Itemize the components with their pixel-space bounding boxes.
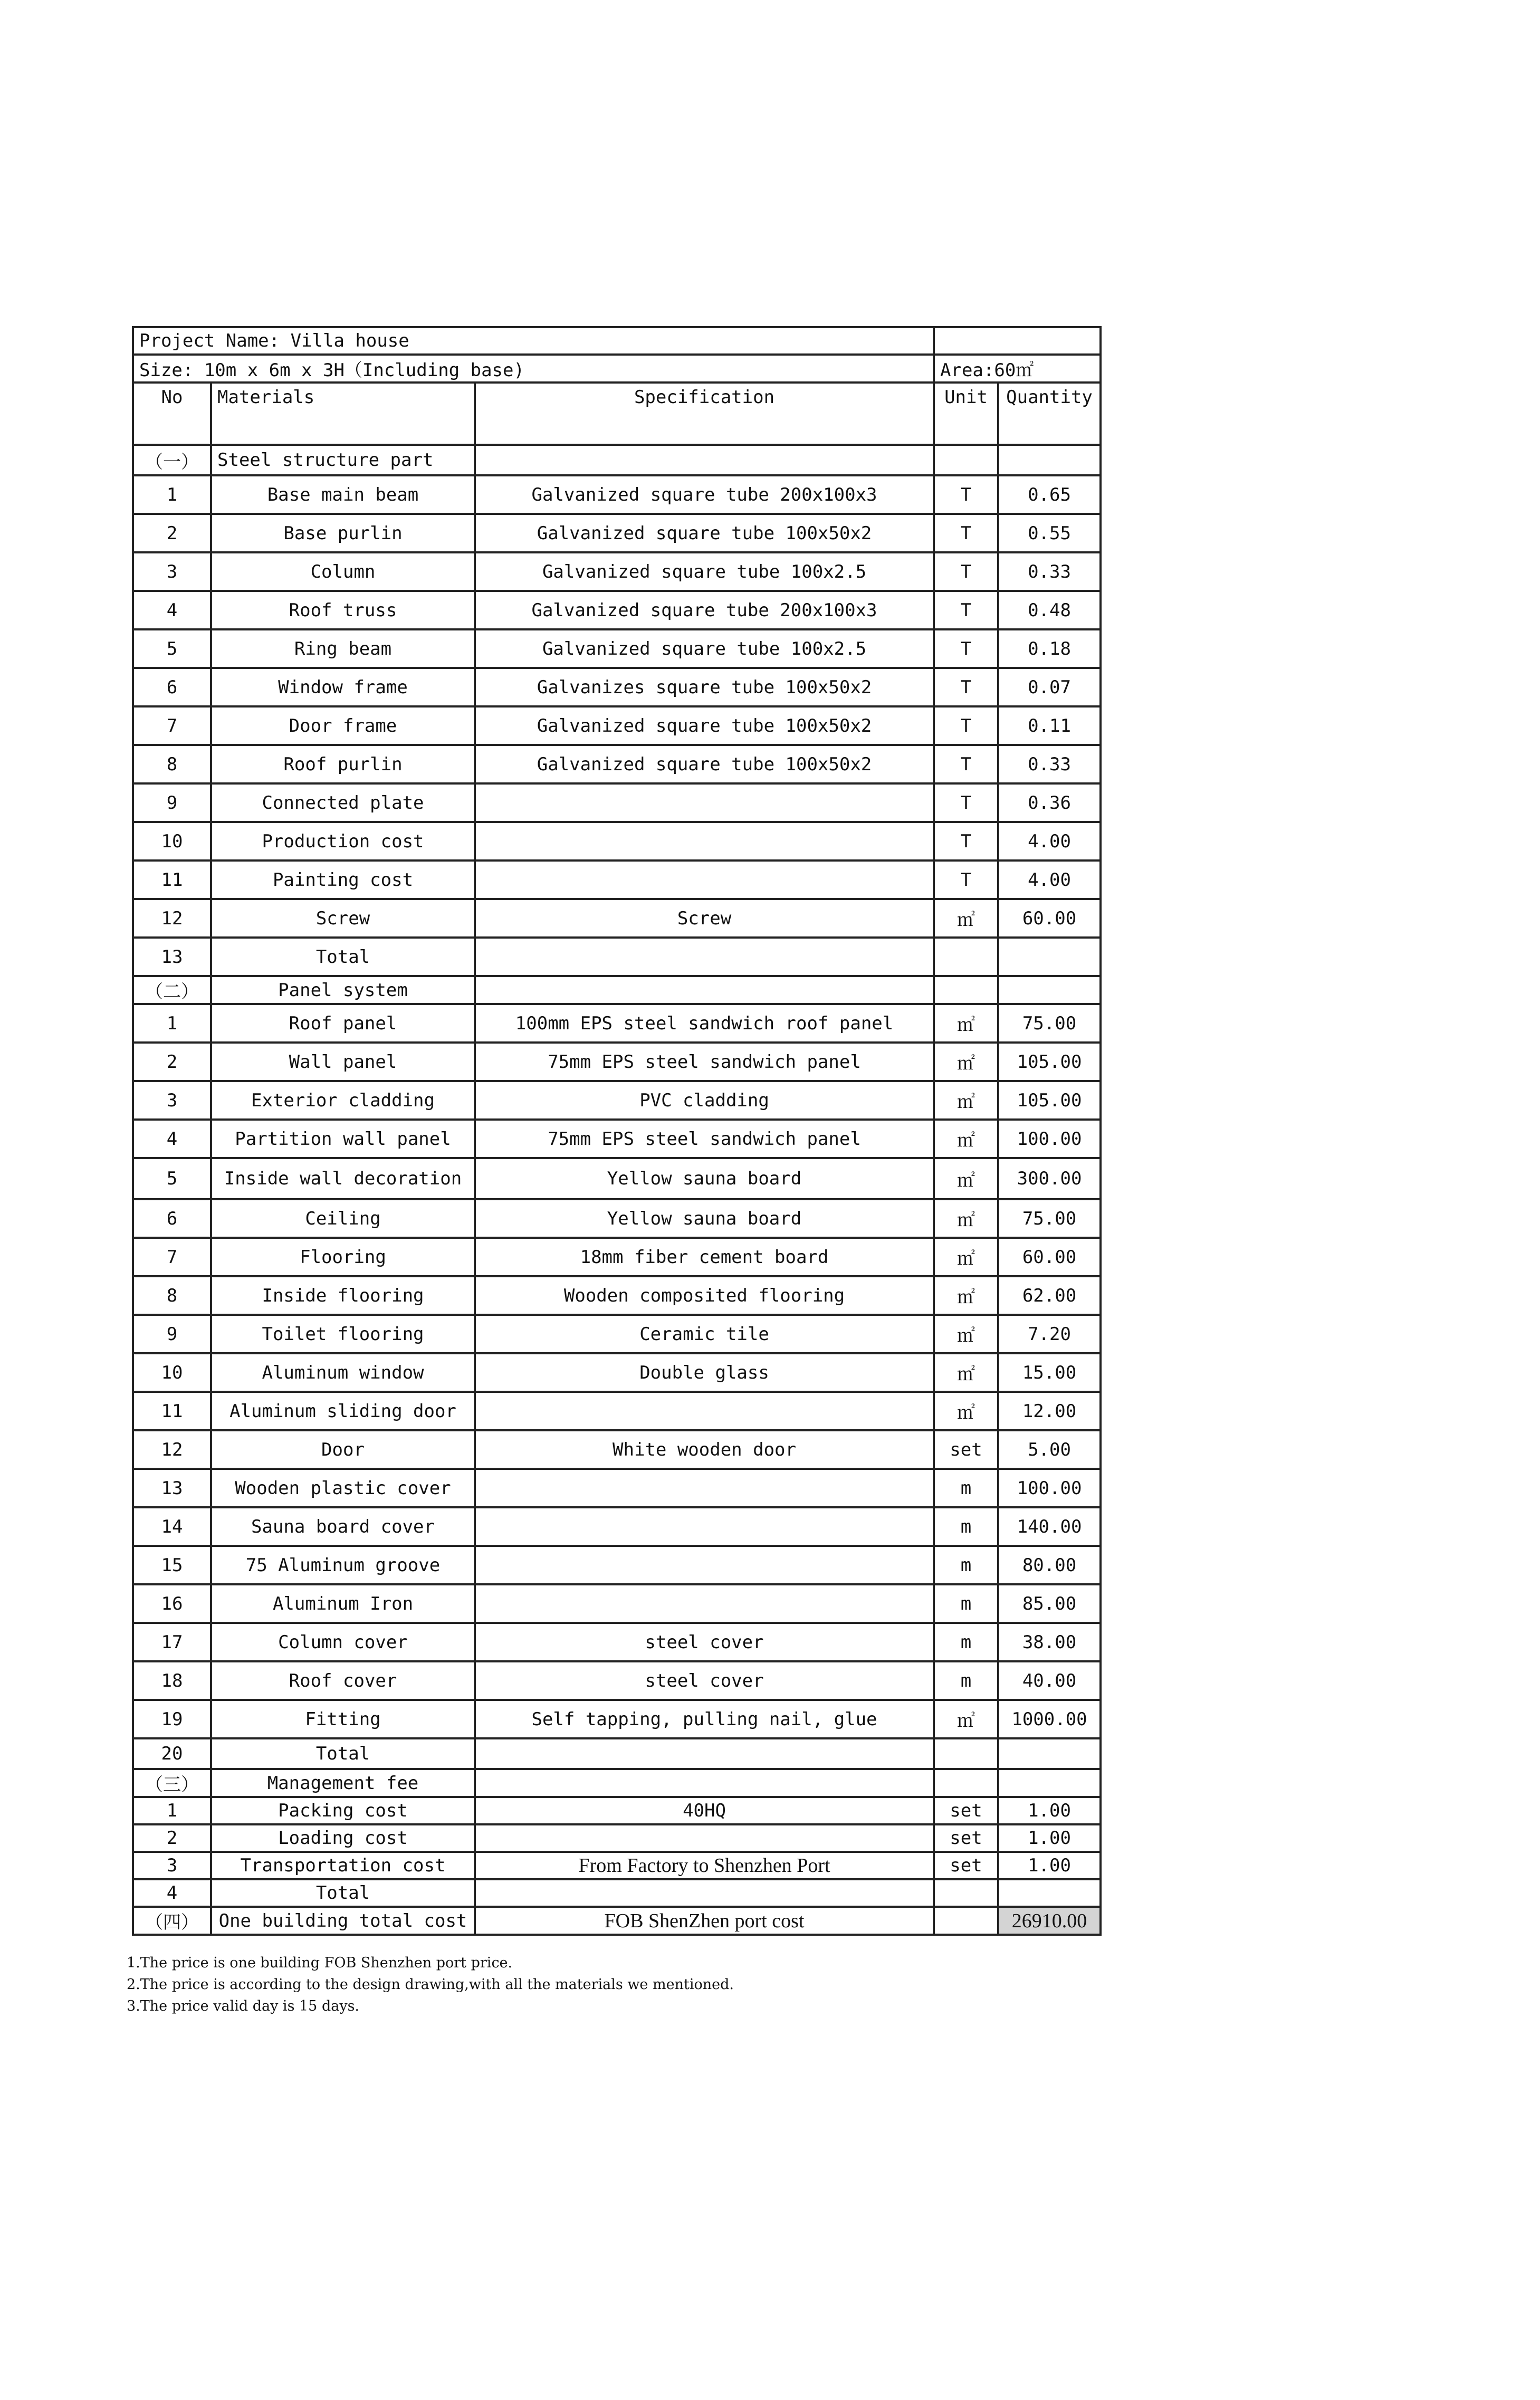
cell-spec: Galvanized square tube 100x50x2: [475, 706, 934, 745]
cell-unit: ㎡: [934, 1199, 998, 1238]
table-row: [133, 1120, 1101, 1158]
section-title-row: [133, 976, 1101, 1004]
cell-qty: 0.11: [998, 706, 1101, 745]
cell-material: Roof panel: [211, 1004, 475, 1043]
cell-unit: T: [934, 860, 998, 899]
cell-qty: 75.00: [998, 1004, 1101, 1043]
header-materials: Materials: [211, 383, 475, 445]
cell-no: 4: [133, 1120, 211, 1158]
cell-no: 4: [133, 591, 211, 629]
table-row: [133, 1584, 1101, 1623]
cell-spec: Galvanized square tube 100x2.5: [475, 552, 934, 591]
cell-unit: m: [934, 1546, 998, 1584]
grand-total-spec: FOB ShenZhen port cost: [475, 1907, 934, 1935]
cell-material: Loading cost: [211, 1824, 475, 1852]
cell-spec: Galvanized square tube 100x50x2: [475, 514, 934, 552]
cell-unit: ㎡: [934, 1043, 998, 1081]
cell-no: 6: [133, 668, 211, 706]
cell-spec: 75mm EPS steel sandwich panel: [475, 1043, 934, 1081]
cell-material: Inside wall decoration: [211, 1158, 475, 1199]
notes: [127, 1952, 734, 2017]
cell-spec: Galvanized square tube 200x100x3: [475, 475, 934, 514]
table-row: [133, 1392, 1101, 1430]
cell-qty: 0.33: [998, 552, 1101, 591]
cell-material: Inside flooring: [211, 1276, 475, 1315]
table-row: [133, 745, 1101, 783]
cell-qty: 5.00: [998, 1430, 1101, 1469]
cell-unit: m: [934, 1507, 998, 1546]
table-row: [133, 1081, 1101, 1120]
cell-material: Base main beam: [211, 475, 475, 514]
cell-qty: 0.07: [998, 668, 1101, 706]
cell-qty: 0.33: [998, 745, 1101, 783]
cell-qty: [998, 938, 1101, 976]
table-row: [133, 1158, 1101, 1199]
cell-no: 12: [133, 899, 211, 938]
table-row: [133, 860, 1101, 899]
cell-unit: ㎡: [934, 1158, 998, 1199]
cell-unit: ㎡: [934, 1353, 998, 1392]
grand-total-unit: [934, 1907, 998, 1935]
project-name: Project Name: Villa house: [133, 327, 934, 355]
cell-no: 15: [133, 1546, 211, 1584]
cell-no: 4: [133, 1879, 211, 1907]
cell-qty: [998, 445, 1101, 475]
table-row: [133, 514, 1101, 552]
cell-qty: 1000.00: [998, 1700, 1101, 1738]
table-row: [133, 899, 1101, 938]
cell-spec: [475, 1879, 934, 1907]
cell-qty: 75.00: [998, 1199, 1101, 1238]
cell-qty: [998, 1879, 1101, 1907]
grand-total-label: One building total cost: [211, 1907, 475, 1935]
cell-no: 1: [133, 1004, 211, 1043]
cell-spec: Double glass: [475, 1353, 934, 1392]
grand-total-number: （四）: [133, 1907, 211, 1935]
cell-unit: [934, 1879, 998, 1907]
cell-spec: Screw: [475, 899, 934, 938]
table-row: [133, 1315, 1101, 1353]
cell-spec: [475, 860, 934, 899]
cell-material: Partition wall panel: [211, 1120, 475, 1158]
cell-material: Wooden plastic cover: [211, 1469, 475, 1507]
cell-unit: [934, 938, 998, 976]
cell-no: 2: [133, 1043, 211, 1081]
cell-qty: 38.00: [998, 1623, 1101, 1661]
cell-spec: [475, 1824, 934, 1852]
cell-unit: ㎡: [934, 1004, 998, 1043]
cell-material: Wall panel: [211, 1043, 475, 1081]
table-row: [133, 783, 1101, 822]
cell-material: Column: [211, 552, 475, 591]
cell-material: Door: [211, 1430, 475, 1469]
cell-unit: ㎡: [934, 1700, 998, 1738]
cell-spec: Yellow sauna board: [475, 1158, 934, 1199]
note: 1.The price is one building FOB Shenzhen port price.: [127, 1955, 513, 1971]
cell-material: Aluminum window: [211, 1353, 475, 1392]
cell-unit: T: [934, 745, 998, 783]
cell-spec: PVC cladding: [475, 1081, 934, 1120]
cell-unit: ㎡: [934, 1081, 998, 1120]
project-name-row: [133, 327, 1101, 355]
cell-unit: set: [934, 1852, 998, 1879]
cell-qty: 140.00: [998, 1507, 1101, 1546]
cell-spec: [475, 1584, 934, 1623]
cell-material: Window frame: [211, 668, 475, 706]
section-title: Management fee: [211, 1769, 475, 1797]
cell-no: 19: [133, 1700, 211, 1738]
cell-unit: set: [934, 1797, 998, 1824]
cell-no: 13: [133, 1469, 211, 1507]
table-row: [133, 1797, 1101, 1824]
cell-spec: Galvanized square tube 100x2.5: [475, 629, 934, 668]
table-row: [133, 1623, 1101, 1661]
cell-material: Total: [211, 938, 475, 976]
section-number: （三）: [133, 1769, 211, 1797]
cell-qty: 40.00: [998, 1661, 1101, 1700]
cell-unit: ㎡: [934, 1120, 998, 1158]
header-no: No: [133, 383, 211, 445]
cell-unit: m: [934, 1661, 998, 1700]
header-specification: Specification: [475, 383, 934, 445]
cell-material: Door frame: [211, 706, 475, 745]
cell-spec: [475, 1507, 934, 1546]
cell-material: Painting cost: [211, 860, 475, 899]
header-unit: Unit: [934, 383, 998, 445]
cell-unit: m: [934, 1584, 998, 1623]
cell-no: 17: [133, 1623, 211, 1661]
cell-unit: ㎡: [934, 1238, 998, 1276]
cell-spec: From Factory to Shenzhen Port: [475, 1852, 934, 1879]
project-name-blank: [934, 327, 1101, 355]
cell-spec: [475, 1546, 934, 1584]
cell-material: Base purlin: [211, 514, 475, 552]
table-row: [133, 1004, 1101, 1043]
cell-spec: [475, 938, 934, 976]
cell-material: Aluminum sliding door: [211, 1392, 475, 1430]
grand-total-value: 26910.00: [998, 1907, 1101, 1935]
cell-unit: T: [934, 783, 998, 822]
cell-material: Roof purlin: [211, 745, 475, 783]
table-row: [133, 1700, 1101, 1738]
cell-unit: T: [934, 822, 998, 860]
cell-unit: T: [934, 668, 998, 706]
cell-unit: [934, 976, 998, 1004]
project-size: Size: 10m x 6m x 3H（Including base): [133, 355, 934, 383]
table-row: [133, 706, 1101, 745]
cell-unit: set: [934, 1824, 998, 1852]
cell-material: Total: [211, 1879, 475, 1907]
cell-spec: [475, 976, 934, 1004]
cell-material: Packing cost: [211, 1797, 475, 1824]
cell-unit: m: [934, 1623, 998, 1661]
table-row: [133, 1661, 1101, 1700]
cell-unit: [934, 1769, 998, 1797]
cell-spec: [475, 1392, 934, 1430]
cell-qty: 300.00: [998, 1158, 1101, 1199]
cell-no: 14: [133, 1507, 211, 1546]
section-title-row: [133, 445, 1101, 475]
cell-no: 1: [133, 1797, 211, 1824]
cell-material: Total: [211, 1738, 475, 1769]
table-row: [133, 552, 1101, 591]
quotation-table-body: [133, 327, 1101, 1935]
cell-unit: set: [934, 1430, 998, 1469]
cell-qty: 0.48: [998, 591, 1101, 629]
cell-qty: 105.00: [998, 1081, 1101, 1120]
cell-spec: [475, 783, 934, 822]
cell-unit: m: [934, 1469, 998, 1507]
section-number: （一）: [133, 445, 211, 475]
cell-qty: 12.00: [998, 1392, 1101, 1430]
cell-qty: 105.00: [998, 1043, 1101, 1081]
cell-spec: [475, 822, 934, 860]
cell-no: 7: [133, 706, 211, 745]
note: 3.The price valid day is 15 days.: [127, 1998, 360, 2014]
cell-qty: 0.18: [998, 629, 1101, 668]
cell-qty: 0.55: [998, 514, 1101, 552]
cell-no: 2: [133, 514, 211, 552]
cell-qty: 0.65: [998, 475, 1101, 514]
cell-spec: Galvanized square tube 200x100x3: [475, 591, 934, 629]
cell-material: Flooring: [211, 1238, 475, 1276]
table-row: [133, 1546, 1101, 1584]
cell-spec: White wooden door: [475, 1430, 934, 1469]
cell-qty: 1.00: [998, 1824, 1101, 1852]
cell-unit: T: [934, 475, 998, 514]
cell-qty: 7.20: [998, 1315, 1101, 1353]
cell-no: 11: [133, 860, 211, 899]
cell-spec: 100mm EPS steel sandwich roof panel: [475, 1004, 934, 1043]
table-row: [133, 1507, 1101, 1546]
cell-spec: 18mm fiber cement board: [475, 1238, 934, 1276]
table-row: [133, 1879, 1101, 1907]
header-quantity: Quantity: [998, 383, 1101, 445]
cell-unit: T: [934, 706, 998, 745]
cell-no: 10: [133, 822, 211, 860]
cell-no: 3: [133, 1852, 211, 1879]
cell-unit: [934, 1738, 998, 1769]
table-row: [133, 1238, 1101, 1276]
table-row: [133, 822, 1101, 860]
cell-spec: Galvanized square tube 100x50x2: [475, 745, 934, 783]
cell-no: 1: [133, 475, 211, 514]
cell-spec: [475, 445, 934, 475]
cell-no: 5: [133, 1158, 211, 1199]
table-row: [133, 1276, 1101, 1315]
cell-qty: 100.00: [998, 1120, 1101, 1158]
cell-unit: T: [934, 514, 998, 552]
project-area: Area:60㎡: [934, 355, 1101, 383]
table-row: [133, 591, 1101, 629]
cell-spec: [475, 1738, 934, 1769]
cell-no: 6: [133, 1199, 211, 1238]
cell-no: 2: [133, 1824, 211, 1852]
cell-no: 3: [133, 1081, 211, 1120]
cell-spec: steel cover: [475, 1661, 934, 1700]
cell-qty: 4.00: [998, 822, 1101, 860]
cell-material: Fitting: [211, 1700, 475, 1738]
grand-total-row: [133, 1907, 1101, 1935]
section-number: （二）: [133, 976, 211, 1004]
cell-qty: [998, 1769, 1101, 1797]
cell-qty: 0.36: [998, 783, 1101, 822]
quotation-table: [132, 326, 1102, 1936]
cell-spec: Yellow sauna board: [475, 1199, 934, 1238]
cell-material: Toilet flooring: [211, 1315, 475, 1353]
table-row: [133, 1043, 1101, 1081]
cell-material: Screw: [211, 899, 475, 938]
cell-no: 9: [133, 783, 211, 822]
cell-qty: 85.00: [998, 1584, 1101, 1623]
cell-qty: 60.00: [998, 1238, 1101, 1276]
cell-qty: 1.00: [998, 1797, 1101, 1824]
cell-unit: T: [934, 629, 998, 668]
cell-qty: [998, 1738, 1101, 1769]
table-row: [133, 938, 1101, 976]
cell-qty: 60.00: [998, 899, 1101, 938]
cell-spec: 40HQ: [475, 1797, 934, 1824]
cell-qty: 100.00: [998, 1469, 1101, 1507]
cell-material: Roof cover: [211, 1661, 475, 1700]
cell-material: Roof truss: [211, 591, 475, 629]
cell-material: Transportation cost: [211, 1852, 475, 1879]
note: 2.The price is according to the design drawing,with all the materials we mentioned.: [127, 1976, 734, 1993]
cell-material: Connected plate: [211, 783, 475, 822]
cell-qty: 15.00: [998, 1353, 1101, 1392]
cell-qty: [998, 976, 1101, 1004]
cell-qty: 1.00: [998, 1852, 1101, 1879]
cell-qty: 80.00: [998, 1546, 1101, 1584]
section-title: Steel structure part: [211, 445, 475, 475]
cell-spec: Ceramic tile: [475, 1315, 934, 1353]
cell-unit: T: [934, 552, 998, 591]
cell-unit: ㎡: [934, 1276, 998, 1315]
cell-no: 18: [133, 1661, 211, 1700]
cell-material: Production cost: [211, 822, 475, 860]
table-row: [133, 1199, 1101, 1238]
cell-no: 11: [133, 1392, 211, 1430]
cell-material: 75 Aluminum groove: [211, 1546, 475, 1584]
cell-unit: ㎡: [934, 1315, 998, 1353]
cell-unit: [934, 445, 998, 475]
cell-material: Aluminum Iron: [211, 1584, 475, 1623]
cell-spec: Self tapping, pulling nail, glue: [475, 1700, 934, 1738]
cell-spec: steel cover: [475, 1623, 934, 1661]
table-row: [133, 1824, 1101, 1852]
cell-material: Column cover: [211, 1623, 475, 1661]
cell-qty: 4.00: [998, 860, 1101, 899]
cell-no: 20: [133, 1738, 211, 1769]
cell-spec: Wooden composited flooring: [475, 1276, 934, 1315]
cell-material: Exterior cladding: [211, 1081, 475, 1120]
cell-unit: T: [934, 591, 998, 629]
cell-spec: [475, 1769, 934, 1797]
cell-no: 16: [133, 1584, 211, 1623]
cell-unit: ㎡: [934, 1392, 998, 1430]
cell-no: 7: [133, 1238, 211, 1276]
cell-no: 8: [133, 745, 211, 783]
table-row: [133, 668, 1101, 706]
cell-no: 9: [133, 1315, 211, 1353]
cell-no: 10: [133, 1353, 211, 1392]
cell-no: 8: [133, 1276, 211, 1315]
table-row: [133, 475, 1101, 514]
cell-material: Ceiling: [211, 1199, 475, 1238]
table-row: [133, 1469, 1101, 1507]
table-row: [133, 1738, 1101, 1769]
cell-spec: Galvanizes square tube 100x50x2: [475, 668, 934, 706]
cell-no: 5: [133, 629, 211, 668]
section-title: Panel system: [211, 976, 475, 1004]
table-row: [133, 629, 1101, 668]
cell-qty: 62.00: [998, 1276, 1101, 1315]
table-row: [133, 1430, 1101, 1469]
table-row: [133, 1852, 1101, 1879]
section-title-row: [133, 1769, 1101, 1797]
cell-no: 3: [133, 552, 211, 591]
cell-no: 12: [133, 1430, 211, 1469]
cell-unit: ㎡: [934, 899, 998, 938]
cell-material: Sauna board cover: [211, 1507, 475, 1546]
column-header-row: [133, 383, 1101, 445]
cell-material: Ring beam: [211, 629, 475, 668]
project-size-row: [133, 355, 1101, 383]
cell-no: 13: [133, 938, 211, 976]
table-row: [133, 1353, 1101, 1392]
cell-spec: [475, 1469, 934, 1507]
cell-spec: 75mm EPS steel sandwich panel: [475, 1120, 934, 1158]
